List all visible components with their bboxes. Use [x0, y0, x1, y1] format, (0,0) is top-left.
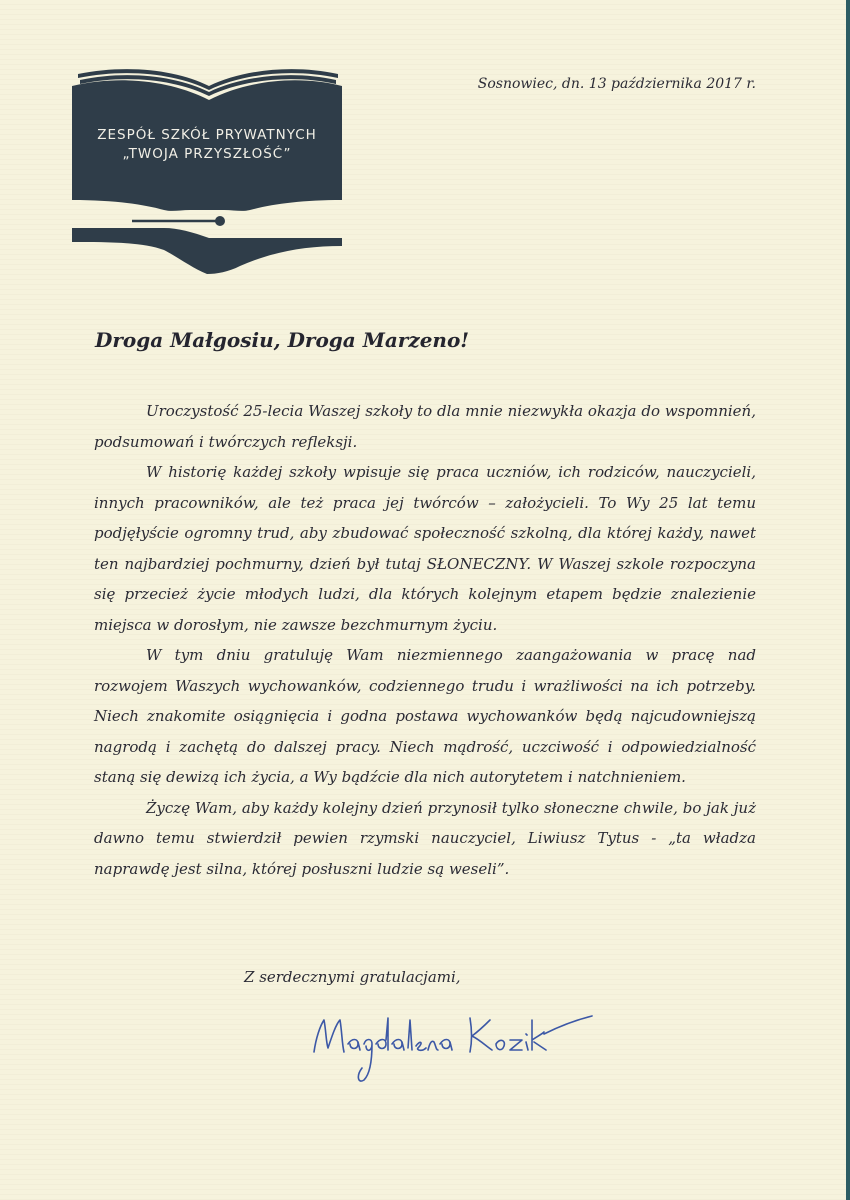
- logo-line-1: ZESPÓŁ SZKÓŁ PRYWATNYCH: [97, 127, 317, 143]
- paragraph-2: W historię każdej szkoły wpisuje się praca uczniów, ich rodziców, nauczycieli, innych pracowników, ale też praca jej twórców – założycieli. To Wy 25 lat temu podjęłyście ogromny trud, aby zbudować społeczność szkolną, dla której każdy, nawet ten najbardziej pochmurny, dzień był tutaj SŁONECZNY. W Waszej szkole rozpoczyna się przecież życie młodych ludzi, dla których kolejnym etapem będzie znalezienie miejsca w dorosłym, nie zawsze bezchmurnym życiu.: [94, 463, 756, 634]
- logo-line-2: „TWOJA PRZYSZŁOŚĆ”: [122, 146, 292, 162]
- paragraph-4: Życzę Wam, aby każdy kolejny dzień przynosił tylko słoneczne chwile, bo jak już dawno temu stwierdził pewien rzymski nauczyciel, Liwiusz Tytus - „ta władza naprawdę jest silna, której posłuszni ludzie są weseli”.: [94, 798, 756, 878]
- paragraph-1: Uroczystość 25-lecia Waszej szkoły to dla mnie niezwykła okazja do wspomnień, podsumowań i twórczych refleksji.: [94, 402, 756, 451]
- letter-greeting: Droga Małgosiu, Droga Marzeno!: [95, 328, 470, 352]
- page-edge: [846, 0, 850, 1200]
- paragraph-3: W tym dniu gratuluję Wam niezmiennego zaangażowania w pracę nad rozwojem Waszych wychowanków, codziennego trudu i wrażliwości na ich potrzeby. Niech znakomite osiągnięcia i godna postawa wychowanków będą najcudowniejszą nagrodą i zachętą do dalszej pracy. Niech mądrość, uczciwość i odpowiedzialność staną się dewizą ich życia, a Wy bądźcie dla nich autorytetem i natchnieniem.: [94, 646, 756, 786]
- letter-body: [94, 396, 756, 884]
- handwritten-signature: [300, 990, 600, 1090]
- letter-closing: Z serdecznymi gratulacjami,: [244, 968, 461, 986]
- school-logo: [72, 60, 342, 280]
- open-book-and-pen-nib-icon: [72, 60, 342, 280]
- signature-scribble: [300, 990, 600, 1090]
- letter-date: Sosnowiec, dn. 13 października 2017 r.: [477, 76, 756, 92]
